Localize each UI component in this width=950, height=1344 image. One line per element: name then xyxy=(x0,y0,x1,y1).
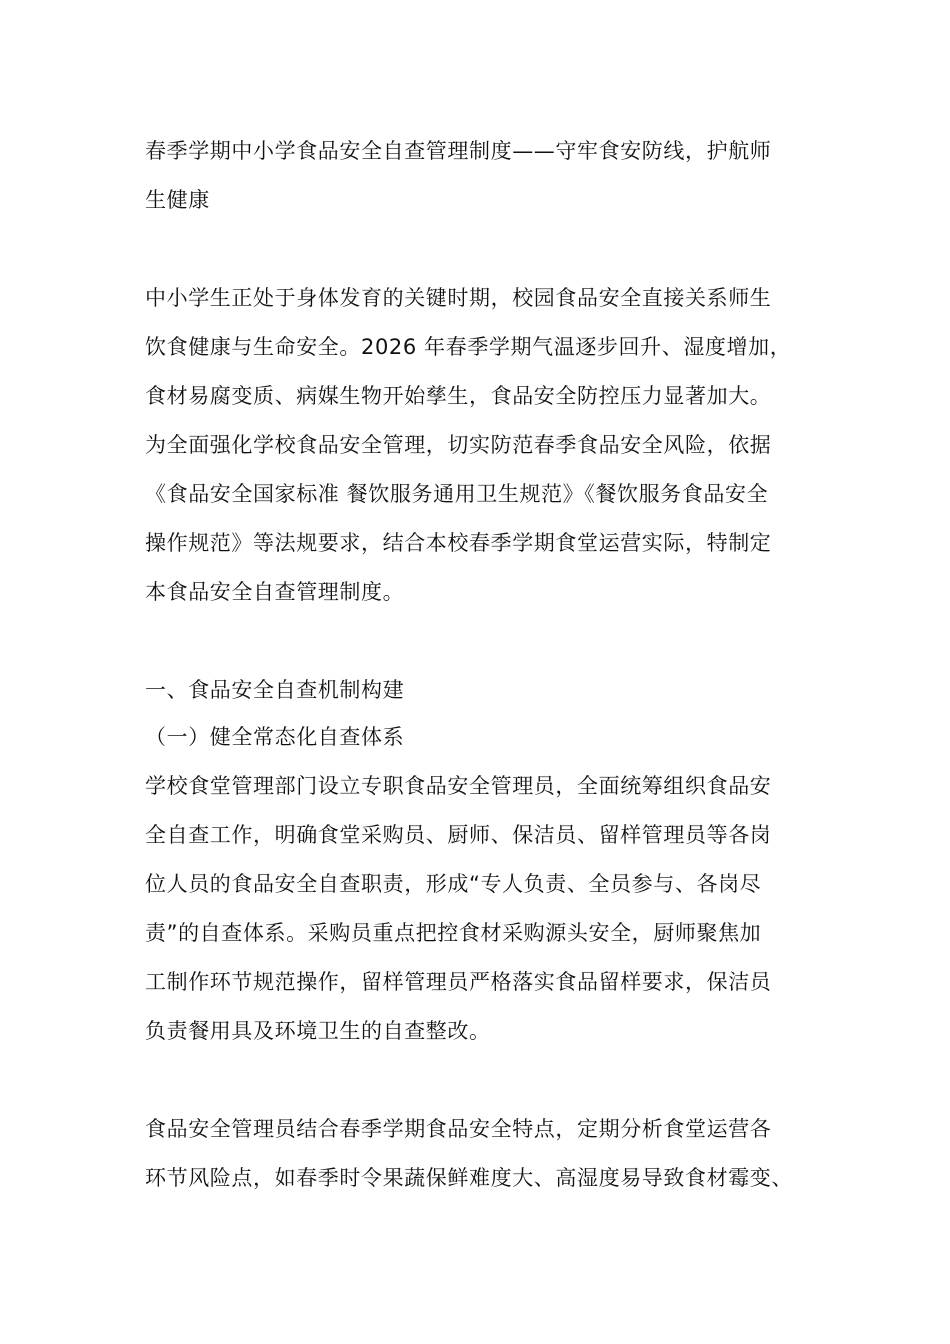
spacer xyxy=(145,617,825,666)
subsection-heading: （一）健全常态化自查体系 xyxy=(145,725,405,749)
intro-paragraph: 中小学生正处于身体发育的关键时期，校园食品安全直接关系师生 饮食健康与生命安全。2026 年春季学期气温逐步回升、湿度增加， 食材易腐变质、病媒生物开始孳生，食品安全防控压力显著加大。 为全面强化学校食品安全管理，切实防范春季食品安全风险，依据 《食品安全国家标准 餐饮服务通用卫生规范》《餐饮服务食品安全 操作规范》等法规要求，结合本校春季学期食堂运营实际，特制定 本食品安全自查管理制度。 xyxy=(145,286,792,604)
spacer xyxy=(145,225,825,274)
document-title: 春季学期中小学食品安全自查管理制度——守牢食安防线，护航师 生健康 xyxy=(145,139,772,212)
section-heading: 一、食品安全自查机制构建 xyxy=(145,678,405,702)
body-paragraph: 食品安全管理员结合春季学期食品安全特点，定期分析食堂运营各 环节风险点，如春季时令果蔬保鲜难度大、高湿度易导致食材霉变、 xyxy=(145,1117,793,1190)
document-body xyxy=(145,127,825,1203)
spacer xyxy=(145,1056,825,1105)
body-paragraph: 学校食堂管理部门设立专职食品安全管理员，全面统筹组织食品安 全自查工作，明确食堂采购员、厨师、保洁员、留样管理员等各岗 位人员的食品安全自查职责，形成“专人负责、全员参与、各岗尽 责”的自查体系。采购员重点把控食材采购源头安全，厨师聚焦加 工制作环节规范操作，留样管理员严格落实食品留样要求，保洁员 负责餐用具及环境卫生的自查整改。 xyxy=(145,774,772,1043)
